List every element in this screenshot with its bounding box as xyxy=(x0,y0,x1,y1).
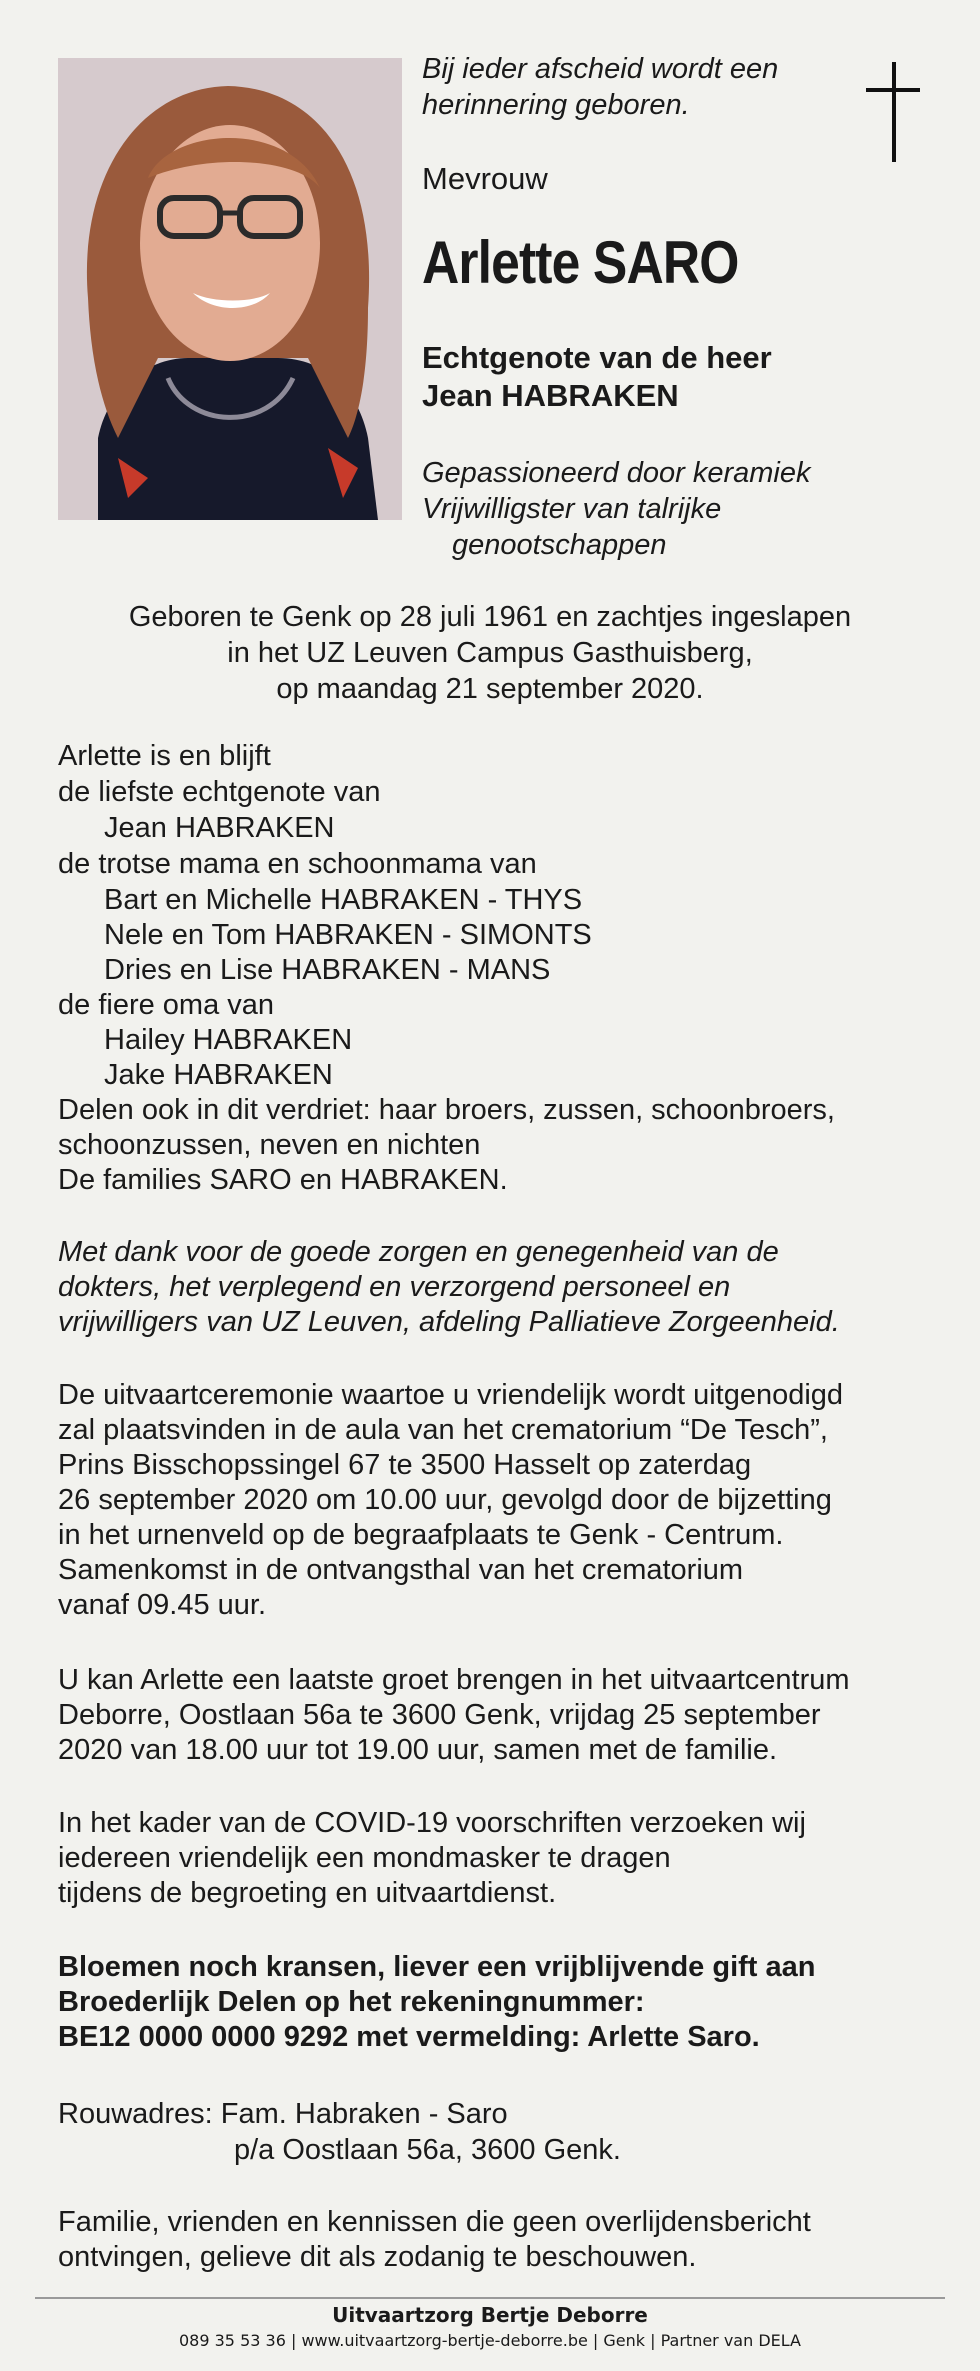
covid-line: In het kader van de COVID-19 voorschriften verzoeken wij xyxy=(58,1807,806,1839)
ceremony-line: zal plaatsvinden in de aula van het crematorium “De Tesch”, xyxy=(58,1414,828,1446)
footer-divider xyxy=(35,2297,945,2299)
thanks-line: vrijwilligers van UZ Leuven, afdeling Palliatieve Zorgeenheid. xyxy=(58,1306,840,1338)
visit-line: U kan Arlette een laatste groet brengen in het uitvaartcentrum xyxy=(58,1664,850,1696)
family-line: de liefste echtgenote van xyxy=(58,776,381,808)
birth-line-1: Geboren te Genk op 28 juli 1961 en zachtjes ingeslapen xyxy=(128,601,852,633)
ceremony-line: Prins Bisschopssingel 67 te 3500 Hasselt op zaterdag xyxy=(58,1449,752,1481)
family-line: de fiere oma van xyxy=(58,989,275,1021)
family-line: Dries en Lise HABRAKEN - MANS xyxy=(104,954,551,986)
family-line: Bart en Michelle HABRAKEN - THYS xyxy=(104,884,583,916)
spouse-line-1: Echtgenote van de heer xyxy=(422,340,772,375)
ceremony-line: De uitvaartceremonie waartoe u vriendelijk wordt uitgenodigd xyxy=(58,1379,844,1411)
ceremony-line: 26 september 2020 om 10.00 uur, gevolgd door de bijzetting xyxy=(58,1484,832,1516)
notice-line: ontvingen, gelieve dit als zodanig te beschouwen. xyxy=(58,2241,697,2273)
motto-line-2: herinnering geboren. xyxy=(422,89,690,121)
family-line: Delen ook in dit verdriet: haar broers, zussen, schoonbroers, xyxy=(58,1094,835,1126)
ceremony-line: Samenkomst in de ontvangsthal van het crematorium xyxy=(58,1554,744,1586)
flowers-line: BE12 0000 0000 9292 met vermelding: Arlette Saro. xyxy=(58,2021,760,2053)
family-line: Jake HABRAKEN xyxy=(104,1059,333,1091)
passion-line-1: Gepassioneerd door keramiek xyxy=(422,457,811,489)
ceremony-line: in het urnenveld op de begraafplaats te Genk - Centrum. xyxy=(58,1519,784,1551)
covid-line: iedereen vriendelijk een mondmasker te dragen xyxy=(58,1842,671,1874)
flowers-line: Bloemen noch kransen, liever een vrijblijvende gift aan xyxy=(58,1951,816,1983)
family-line: schoonzussen, neven en nichten xyxy=(58,1129,481,1161)
family-line: Jean HABRAKEN xyxy=(104,812,335,844)
family-line: de trotse mama en schoonmama van xyxy=(58,848,537,880)
family-line: Nele en Tom HABRAKEN - SIMONTS xyxy=(104,919,592,951)
family-line: Hailey HABRAKEN xyxy=(104,1024,353,1056)
address-line-1: Rouwadres: Fam. Habraken - Saro xyxy=(58,2098,508,2130)
address-line-2: p/a Oostlaan 56a, 3600 Genk. xyxy=(234,2134,621,2166)
covid-line: tijdens de begroeting en uitvaartdienst. xyxy=(58,1877,557,1909)
funeral-home-name: Uitvaartzorg Bertje Deborre xyxy=(332,2303,648,2327)
birth-line-2: in het UZ Leuven Campus Gasthuisberg, xyxy=(227,637,753,669)
birth-line-3: op maandag 21 september 2020. xyxy=(276,673,704,705)
notice-line: Familie, vrienden en kennissen die geen overlijdensbericht xyxy=(58,2206,811,2238)
thanks-line: dokters, het verplegend en verzorgend personeel en xyxy=(58,1271,731,1303)
visit-line: 2020 van 18.00 uur tot 19.00 uur, samen met de familie. xyxy=(58,1734,778,1766)
portrait-photo xyxy=(58,58,402,520)
deceased-name: Arlette SARO xyxy=(422,229,739,296)
flowers-line: Broederlijk Delen op het rekeningnummer: xyxy=(58,1986,645,2018)
thanks-line: Met dank voor de goede zorgen en genegenheid van de xyxy=(58,1236,779,1268)
passion-line-2: Vrijwilligster van talrijke xyxy=(422,493,722,525)
funeral-home-contact: 089 35 53 36 | www.uitvaartzorg-bertje-deborre.be | Genk | Partner van DELA xyxy=(179,2331,801,2350)
family-line: Arlette is en blijft xyxy=(58,740,271,772)
family-line: De families SARO en HABRAKEN. xyxy=(58,1164,508,1196)
cross-icon xyxy=(862,62,922,162)
title: Mevrouw xyxy=(422,161,548,196)
ceremony-line: vanaf 09.45 uur. xyxy=(58,1589,266,1621)
visit-line: Deborre, Oostlaan 56a te 3600 Genk, vrijdag 25 september xyxy=(58,1699,821,1731)
passion-line-3: genootschappen xyxy=(452,529,667,561)
motto-line-1: Bij ieder afscheid wordt een xyxy=(422,53,779,85)
spouse-line-2: Jean HABRAKEN xyxy=(422,378,679,413)
